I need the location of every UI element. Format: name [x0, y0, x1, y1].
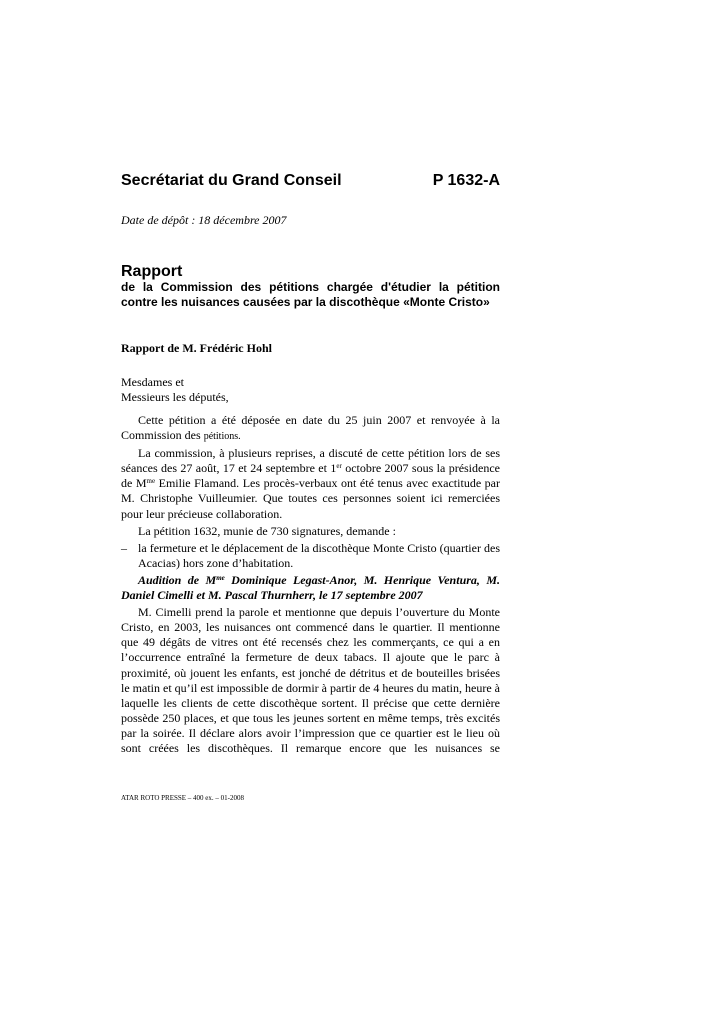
heading-text-b: Dominique Legast-Anor, M. Henrique Ventura, M. Daniel Cimelli et M. Pascal Thurnherr, le 17 septembre 2007: [121, 572, 500, 603]
list-item: [121, 541, 500, 571]
salutation: [121, 375, 229, 405]
report-title: Rapport: [121, 263, 183, 280]
paragraph-deposit: [121, 413, 500, 444]
subtitle-line-1: de la Commission des pétitions chargée d'étudier la pétition: [121, 280, 500, 294]
heading-text-a: Audition de M: [138, 572, 217, 587]
salutation-line-2: Messieurs les députés,: [121, 390, 229, 404]
printer-footer: ATAR ROTO PRESSE – 400 ex. – 01-2008: [121, 794, 244, 802]
institution-name: Secrétariat du Grand Conseil: [121, 172, 342, 189]
superscript-er: er: [336, 462, 342, 471]
paragraph-deposit-text: Cette pétition a été déposée en date du 25 juin 2007 et renvoyée à la Commission des: [121, 413, 500, 443]
document-number: P 1632-A: [432, 172, 500, 189]
commission-text-b: octobre 2007 sous la présidence de M: [121, 461, 500, 491]
list-dash: –: [121, 540, 127, 555]
paragraph-deposit-end: pétitions.: [203, 431, 241, 443]
subtitle-line-2: contre les nuisances causées par la discothèque «Monte Cristo»: [121, 295, 490, 309]
section-heading-audition: [121, 573, 500, 603]
paragraph-commission: [121, 446, 500, 521]
paragraph-petition: La pétition 1632, munie de 730 signatures, demande :: [138, 523, 396, 538]
report-subtitle: [121, 280, 500, 310]
heading-superscript: me: [216, 573, 225, 582]
commission-text-a: La commission, à plusieurs reprises, a discuté de cette pétition lors de ses séances des 27 août, 17 et 24 septembre et 1: [121, 446, 500, 476]
commission-text-c: Emilie Flamand. Les procès-verbaux ont été tenus avec exactitude par M. Christophe Vuilleumier. Que toutes ces personnes soient ici remerciées pour leur précieuse collaboration.: [121, 476, 500, 521]
superscript-me: me: [146, 477, 156, 486]
paragraph-cimelli: M. Cimelli prend la parole et mentionne que depuis l’ouverture du Monte Cristo, en 2003, les nuisances ont commencé dans le quartier. Il mentionne que 49 dégâts de vitres ont été recensés chez les commerçants, ce qui a en l’occurrence entraîné la fermeture de deux tabacs. Il ajoute que le parc à proximité, où jouent les enfants, est jonché de détritus et de bouteilles brisées le matin et qu’il est impossible de dormir à partir de 4 heures du matin, heure à laquelle les clients de cette discothèque sortent. Il précise que cette dernière possède 250 places, et que tous les jeunes sortent en même temps, très excités par la soirée. Il déclare alors avoir l’impression que ce quartier est le lieu où sont créées les discothèques. Il remarque encore que les nuisances se: [121, 605, 500, 755]
report-body: [121, 413, 500, 758]
report-author: Rapport de M. Frédéric Hohl: [121, 341, 272, 355]
salutation-line-1: Mesdames et: [121, 375, 184, 389]
list-item-text: la fermeture et le déplacement de la discothèque Monte Cristo (quartier des Acacias) hors zone d’habitation.: [138, 540, 500, 570]
deposit-date: Date de dépôt : 18 décembre 2007: [121, 213, 287, 227]
